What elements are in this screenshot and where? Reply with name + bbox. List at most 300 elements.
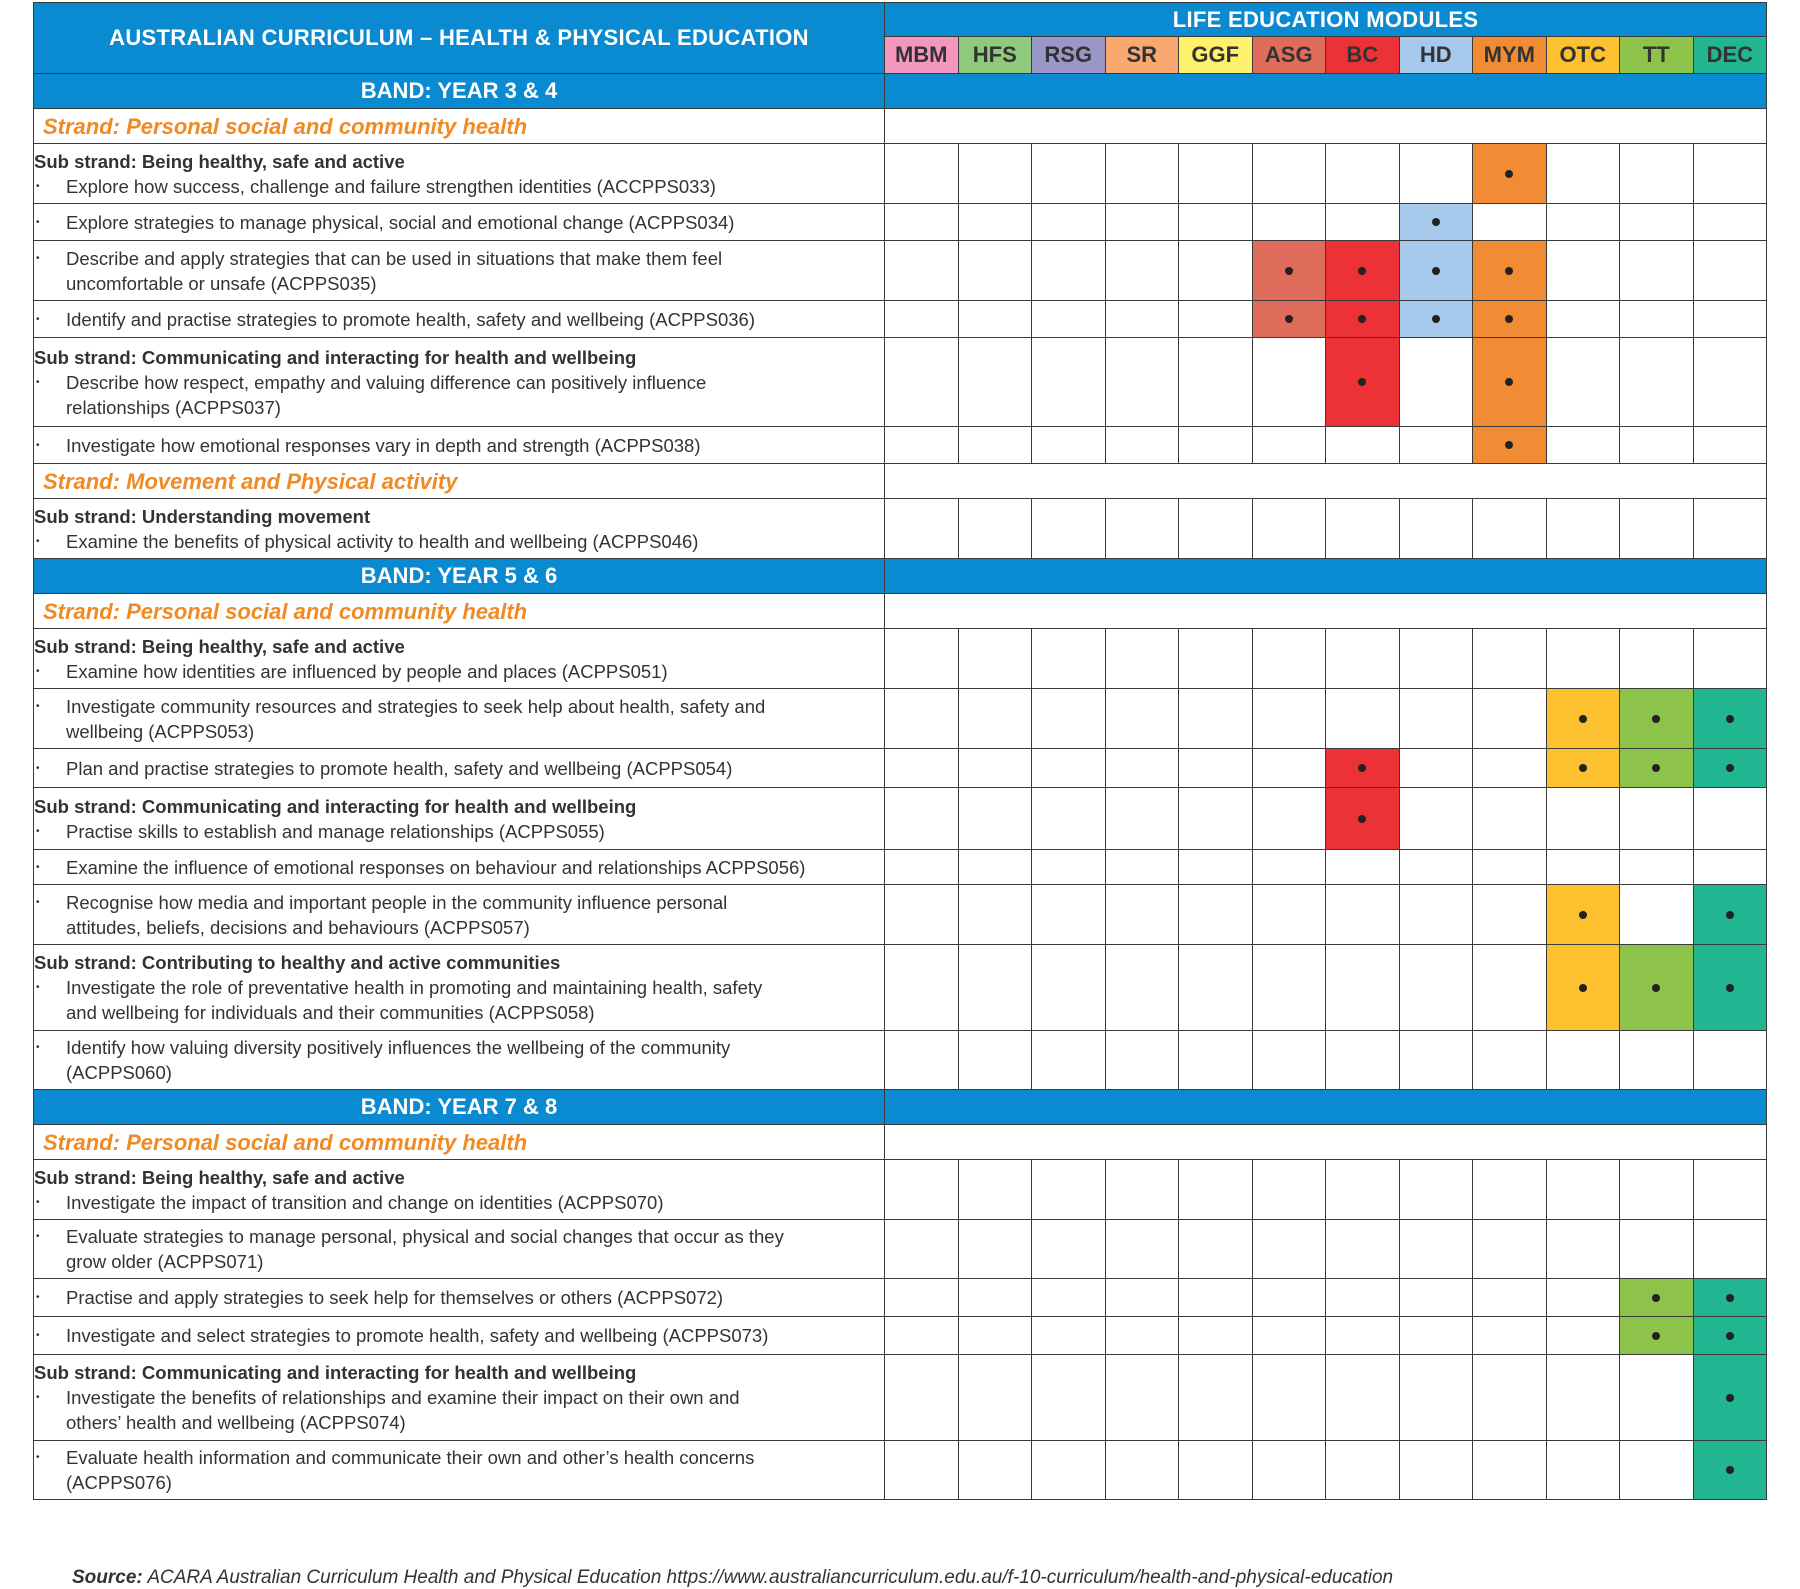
module-cell-sr bbox=[1105, 629, 1179, 689]
module-header-dec: DEC bbox=[1693, 37, 1767, 74]
outcome-item bbox=[34, 1445, 884, 1495]
outcome-text bbox=[66, 659, 668, 684]
module-cell-otc bbox=[1546, 1441, 1620, 1500]
outcome-text bbox=[66, 1385, 740, 1435]
module-cell-sr bbox=[1105, 1441, 1179, 1500]
outcome-line: Examine the benefits of physical activity to health and wellbeing (ACPPS046) bbox=[66, 530, 699, 552]
module-cell-hfs bbox=[958, 885, 1032, 945]
module-cell-hfs bbox=[958, 1031, 1032, 1090]
module-cell-rsg bbox=[1032, 144, 1106, 204]
module-cell-bc bbox=[1326, 499, 1400, 559]
module-cell-asg bbox=[1252, 1441, 1326, 1500]
strand-row bbox=[34, 1125, 1767, 1160]
module-cell-sr bbox=[1105, 301, 1179, 338]
outcome-line: uncomfortable or unsafe (ACPPS035) bbox=[66, 272, 377, 294]
module-cell-otc bbox=[1546, 1317, 1620, 1355]
module-cell-mym bbox=[1473, 241, 1547, 301]
outcome-item bbox=[34, 855, 884, 880]
outcome-item bbox=[34, 307, 884, 332]
module-cell-sr bbox=[1105, 689, 1179, 749]
strand-label: Strand: Personal social and community health bbox=[34, 109, 885, 144]
module-cell-sr bbox=[1105, 1220, 1179, 1279]
module-cell-hfs bbox=[958, 749, 1032, 788]
module-header-otc: OTC bbox=[1546, 37, 1620, 74]
module-cell-otc bbox=[1546, 689, 1620, 749]
module-cell-mbm bbox=[885, 427, 959, 464]
module-cell-hfs bbox=[958, 689, 1032, 749]
module-cell-ggf bbox=[1179, 749, 1253, 788]
module-cell-hd bbox=[1399, 885, 1473, 945]
module-cell-bc bbox=[1326, 1279, 1400, 1317]
coverage-dot-icon bbox=[1652, 1294, 1660, 1302]
module-cell-rsg bbox=[1032, 301, 1106, 338]
bullet-icon: • bbox=[36, 535, 40, 547]
module-cell-bc bbox=[1326, 788, 1400, 850]
outcome-text bbox=[66, 1285, 723, 1310]
strand-fill bbox=[885, 109, 1767, 144]
module-cell-bc bbox=[1326, 689, 1400, 749]
module-cell-rsg bbox=[1032, 788, 1106, 850]
module-cell-hd bbox=[1399, 850, 1473, 885]
module-cell-otc bbox=[1546, 144, 1620, 204]
coverage-dot-icon bbox=[1358, 378, 1366, 386]
outcome-line: Investigate and select strategies to promote health, safety and wellbeing (ACPPS073) bbox=[66, 1325, 769, 1346]
coverage-dot-icon bbox=[1505, 441, 1513, 449]
module-cell-dec bbox=[1693, 241, 1767, 301]
band-fill bbox=[885, 1090, 1767, 1125]
coverage-dot-icon bbox=[1726, 1332, 1734, 1340]
table-row bbox=[34, 629, 1767, 689]
module-cell-hd bbox=[1399, 629, 1473, 689]
module-cell-dec bbox=[1693, 427, 1767, 464]
module-cell-rsg bbox=[1032, 1031, 1106, 1090]
bullet-icon: • bbox=[36, 982, 40, 993]
module-cell-tt bbox=[1620, 788, 1694, 850]
outcome-item bbox=[34, 1323, 884, 1348]
module-header-hfs: HFS bbox=[958, 37, 1032, 74]
outcome-text bbox=[66, 246, 722, 296]
table-row bbox=[34, 241, 1767, 301]
outcome-line: Identify how valuing diversity positively influences the wellbeing of the community bbox=[66, 1037, 731, 1058]
bullet-icon: • bbox=[36, 376, 40, 388]
module-cell-hd bbox=[1399, 338, 1473, 427]
table-row bbox=[34, 749, 1767, 788]
bullet-icon: • bbox=[36, 762, 40, 774]
outcome-item bbox=[34, 659, 884, 684]
strand-label: Strand: Personal social and community health bbox=[34, 1125, 885, 1160]
outcome-line: Explore strategies to manage physical, social and emotional change (ACPPS034) bbox=[66, 211, 735, 233]
module-cell-asg bbox=[1252, 499, 1326, 559]
module-cell-bc bbox=[1326, 629, 1400, 689]
outcome-line: relationships (ACPPS037) bbox=[66, 396, 281, 418]
module-cell-rsg bbox=[1032, 1220, 1106, 1279]
module-header-sr: SR bbox=[1105, 37, 1179, 74]
outcome-label bbox=[34, 689, 885, 749]
outcome-text bbox=[66, 529, 698, 554]
source-text: ACARA Australian Curriculum Health and Physical Education https://www.australiancurriculum.edu.au/f-10-curriculum/health-and-physical-education bbox=[142, 1567, 1394, 1588]
outcome-text bbox=[66, 433, 701, 458]
module-cell-mym bbox=[1473, 338, 1547, 427]
outcome-label bbox=[34, 1031, 885, 1090]
coverage-dot-icon bbox=[1652, 1332, 1660, 1340]
module-cell-mbm bbox=[885, 1279, 959, 1317]
band-label: BAND: YEAR 3 & 4 bbox=[34, 74, 885, 109]
outcome-text bbox=[66, 210, 734, 235]
module-cell-hfs bbox=[958, 301, 1032, 338]
module-cell-tt bbox=[1620, 1160, 1694, 1220]
module-cell-bc bbox=[1326, 1031, 1400, 1090]
sub-strand-title: Sub strand: Understanding movement bbox=[34, 505, 371, 527]
module-cell-sr bbox=[1105, 850, 1179, 885]
outcome-label bbox=[34, 1441, 885, 1500]
module-cell-sr bbox=[1105, 1279, 1179, 1317]
table-row bbox=[34, 338, 1767, 427]
module-cell-asg bbox=[1252, 338, 1326, 427]
table-row bbox=[34, 788, 1767, 850]
outcome-item bbox=[34, 975, 884, 1025]
module-cell-ggf bbox=[1179, 850, 1253, 885]
module-cell-otc bbox=[1546, 301, 1620, 338]
module-cell-ggf bbox=[1179, 301, 1253, 338]
bullet-icon: • bbox=[36, 1292, 40, 1303]
module-cell-otc bbox=[1546, 1279, 1620, 1317]
sub-strand-title: Sub strand: Being healthy, safe and active bbox=[34, 635, 405, 657]
module-cell-mbm bbox=[885, 850, 959, 885]
module-cell-hd bbox=[1399, 1355, 1473, 1441]
module-cell-tt bbox=[1620, 850, 1694, 885]
module-cell-sr bbox=[1105, 241, 1179, 301]
module-cell-asg bbox=[1252, 788, 1326, 850]
outcome-line: attitudes, beliefs, decisions and behaviours (ACPPS057) bbox=[66, 916, 530, 938]
module-cell-otc bbox=[1546, 1220, 1620, 1279]
outcome-text bbox=[66, 307, 755, 332]
table-row bbox=[34, 1160, 1767, 1220]
table-row bbox=[34, 945, 1767, 1031]
module-cell-sr bbox=[1105, 885, 1179, 945]
sub-strand-title: Sub strand: Being healthy, safe and active bbox=[34, 150, 405, 172]
module-cell-rsg bbox=[1032, 204, 1106, 241]
module-cell-tt bbox=[1620, 885, 1694, 945]
coverage-dot-icon bbox=[1285, 315, 1293, 323]
module-cell-asg bbox=[1252, 241, 1326, 301]
module-cell-hd bbox=[1399, 1317, 1473, 1355]
module-cell-mbm bbox=[885, 1031, 959, 1090]
bullet-icon: • bbox=[36, 825, 40, 837]
module-cell-tt bbox=[1620, 749, 1694, 788]
bullet-icon: • bbox=[36, 1392, 40, 1403]
curriculum-title: AUSTRALIAN CURRICULUM – HEALTH & PHYSICAL EDUCATION bbox=[34, 3, 885, 74]
module-cell-ggf bbox=[1179, 499, 1253, 559]
module-cell-asg bbox=[1252, 1160, 1326, 1220]
strand-label: Strand: Personal social and community health bbox=[34, 594, 885, 629]
module-cell-rsg bbox=[1032, 629, 1106, 689]
module-cell-mbm bbox=[885, 788, 959, 850]
module-cell-otc bbox=[1546, 1160, 1620, 1220]
module-cell-bc bbox=[1326, 204, 1400, 241]
module-cell-hfs bbox=[958, 788, 1032, 850]
table-row bbox=[34, 885, 1767, 945]
outcome-line: Describe how respect, empathy and valuing difference can positively influence bbox=[66, 371, 707, 393]
coverage-dot-icon bbox=[1432, 267, 1440, 275]
module-cell-rsg bbox=[1032, 1355, 1106, 1441]
module-cell-mbm bbox=[885, 241, 959, 301]
module-cell-tt bbox=[1620, 1220, 1694, 1279]
module-cell-mym bbox=[1473, 499, 1547, 559]
module-cell-mym bbox=[1473, 749, 1547, 788]
module-cell-mbm bbox=[885, 885, 959, 945]
module-cell-dec bbox=[1693, 1031, 1767, 1090]
coverage-dot-icon bbox=[1358, 815, 1366, 823]
bullet-icon: • bbox=[36, 1042, 40, 1053]
module-cell-hd bbox=[1399, 427, 1473, 464]
module-cell-rsg bbox=[1032, 945, 1106, 1031]
outcome-line: Recognise how media and important people in the community influence personal bbox=[66, 891, 728, 913]
module-cell-sr bbox=[1105, 1317, 1179, 1355]
outcome-label bbox=[34, 1160, 885, 1220]
module-cell-mym bbox=[1473, 629, 1547, 689]
outcome-label bbox=[34, 499, 885, 559]
outcome-item bbox=[34, 1385, 884, 1435]
outcome-label bbox=[34, 241, 885, 301]
module-cell-dec bbox=[1693, 945, 1767, 1031]
module-cell-dec bbox=[1693, 338, 1767, 427]
module-cell-bc bbox=[1326, 427, 1400, 464]
outcome-text bbox=[66, 1445, 754, 1495]
outcome-line: Identify and practise strategies to promote health, safety and wellbeing (ACPPS036) bbox=[66, 308, 755, 330]
module-cell-ggf bbox=[1179, 945, 1253, 1031]
module-cell-mym bbox=[1473, 1160, 1547, 1220]
module-cell-bc bbox=[1326, 144, 1400, 204]
module-cell-dec bbox=[1693, 749, 1767, 788]
module-header-bc: BC bbox=[1326, 37, 1400, 74]
module-header-mym: MYM bbox=[1473, 37, 1547, 74]
module-cell-asg bbox=[1252, 144, 1326, 204]
module-cell-hd bbox=[1399, 144, 1473, 204]
module-cell-hfs bbox=[958, 241, 1032, 301]
table-row bbox=[34, 1220, 1767, 1279]
outcome-label bbox=[34, 629, 885, 689]
module-cell-ggf bbox=[1179, 689, 1253, 749]
module-cell-rsg bbox=[1032, 427, 1106, 464]
module-cell-dec bbox=[1693, 144, 1767, 204]
module-cell-hd bbox=[1399, 499, 1473, 559]
outcome-text bbox=[66, 1035, 730, 1085]
module-header-hd: HD bbox=[1399, 37, 1473, 74]
module-cell-asg bbox=[1252, 1355, 1326, 1441]
coverage-dot-icon bbox=[1579, 984, 1587, 992]
outcome-line: Explore how success, challenge and failure strengthen identities (ACCPPS033) bbox=[66, 175, 716, 197]
outcome-line: Evaluate health information and communicate their own and other’s health concerns bbox=[66, 1447, 755, 1468]
table-row bbox=[34, 1317, 1767, 1355]
module-cell-hd bbox=[1399, 204, 1473, 241]
module-cell-otc bbox=[1546, 1355, 1620, 1441]
module-cell-sr bbox=[1105, 1031, 1179, 1090]
coverage-dot-icon bbox=[1358, 267, 1366, 275]
bullet-icon: • bbox=[36, 700, 40, 712]
table-row bbox=[34, 499, 1767, 559]
module-cell-tt bbox=[1620, 427, 1694, 464]
module-cell-tt bbox=[1620, 1441, 1694, 1500]
coverage-dot-icon bbox=[1726, 984, 1734, 992]
outcome-item bbox=[34, 370, 884, 420]
strand-fill bbox=[885, 1125, 1767, 1160]
module-cell-mbm bbox=[885, 301, 959, 338]
module-cell-rsg bbox=[1032, 885, 1106, 945]
outcome-text bbox=[66, 756, 732, 781]
module-cell-ggf bbox=[1179, 1279, 1253, 1317]
module-cell-hfs bbox=[958, 204, 1032, 241]
outcome-item bbox=[34, 529, 884, 554]
outcome-text bbox=[66, 694, 765, 744]
module-cell-dec bbox=[1693, 1279, 1767, 1317]
band-row bbox=[34, 74, 1767, 109]
module-cell-rsg bbox=[1032, 689, 1106, 749]
bullet-icon: • bbox=[36, 896, 40, 908]
module-cell-mym bbox=[1473, 301, 1547, 338]
module-cell-bc bbox=[1326, 1441, 1400, 1500]
outcome-line: Examine the influence of emotional responses on behaviour and relationships ACPPS056) bbox=[66, 856, 806, 878]
module-cell-tt bbox=[1620, 241, 1694, 301]
modules-title: LIFE EDUCATION MODULES bbox=[885, 3, 1767, 37]
module-cell-asg bbox=[1252, 689, 1326, 749]
module-cell-rsg bbox=[1032, 850, 1106, 885]
module-cell-sr bbox=[1105, 749, 1179, 788]
curriculum-table bbox=[33, 2, 1767, 1500]
outcome-text bbox=[66, 1224, 784, 1274]
source-note bbox=[72, 1567, 1393, 1589]
module-cell-mym bbox=[1473, 1355, 1547, 1441]
module-cell-otc bbox=[1546, 241, 1620, 301]
module-cell-ggf bbox=[1179, 788, 1253, 850]
outcome-item bbox=[34, 1035, 884, 1085]
module-cell-hfs bbox=[958, 629, 1032, 689]
module-cell-tt bbox=[1620, 1279, 1694, 1317]
sub-strand-title: Sub strand: Communicating and interacting for health and wellbeing bbox=[34, 1362, 637, 1383]
module-cell-bc bbox=[1326, 749, 1400, 788]
outcome-label bbox=[34, 1279, 885, 1317]
module-cell-mbm bbox=[885, 629, 959, 689]
module-cell-dec bbox=[1693, 629, 1767, 689]
bullet-icon: • bbox=[36, 439, 40, 451]
module-cell-mym bbox=[1473, 885, 1547, 945]
module-cell-otc bbox=[1546, 1031, 1620, 1090]
coverage-dot-icon bbox=[1505, 315, 1513, 323]
module-header-tt: TT bbox=[1620, 37, 1694, 74]
outcome-label bbox=[34, 1220, 885, 1279]
module-cell-sr bbox=[1105, 144, 1179, 204]
outcome-text bbox=[66, 1323, 768, 1348]
module-cell-otc bbox=[1546, 885, 1620, 945]
module-cell-ggf bbox=[1179, 427, 1253, 464]
module-cell-dec bbox=[1693, 689, 1767, 749]
bullet-icon: • bbox=[36, 1196, 40, 1208]
module-cell-dec bbox=[1693, 301, 1767, 338]
module-cell-mym bbox=[1473, 204, 1547, 241]
module-cell-bc bbox=[1326, 241, 1400, 301]
table-body bbox=[34, 3, 1767, 1500]
module-cell-ggf bbox=[1179, 885, 1253, 945]
module-cell-mym bbox=[1473, 945, 1547, 1031]
module-cell-hfs bbox=[958, 1441, 1032, 1500]
module-cell-mym bbox=[1473, 1441, 1547, 1500]
table-row bbox=[34, 204, 1767, 241]
band-fill bbox=[885, 74, 1767, 109]
outcome-label bbox=[34, 204, 885, 241]
coverage-dot-icon bbox=[1726, 1394, 1734, 1402]
table-row bbox=[34, 689, 1767, 749]
outcome-label bbox=[34, 850, 885, 885]
module-header-asg: ASG bbox=[1252, 37, 1326, 74]
table-row bbox=[34, 1355, 1767, 1441]
outcome-text bbox=[66, 819, 605, 844]
coverage-dot-icon bbox=[1358, 764, 1366, 772]
module-cell-asg bbox=[1252, 749, 1326, 788]
coverage-dot-icon bbox=[1505, 378, 1513, 386]
module-cell-ggf bbox=[1179, 144, 1253, 204]
module-cell-hd bbox=[1399, 241, 1473, 301]
coverage-dot-icon bbox=[1358, 315, 1366, 323]
table-row bbox=[34, 1441, 1767, 1500]
outcome-line: Investigate the role of preventative health in promoting and maintaining health, safety bbox=[66, 977, 763, 998]
module-cell-ggf bbox=[1179, 204, 1253, 241]
module-cell-otc bbox=[1546, 427, 1620, 464]
source-label: Source: bbox=[72, 1567, 143, 1588]
module-cell-otc bbox=[1546, 945, 1620, 1031]
header-row bbox=[34, 3, 1767, 37]
module-cell-hd bbox=[1399, 945, 1473, 1031]
module-cell-dec bbox=[1693, 850, 1767, 885]
coverage-dot-icon bbox=[1432, 218, 1440, 226]
module-cell-bc bbox=[1326, 1160, 1400, 1220]
coverage-dot-icon bbox=[1505, 170, 1513, 178]
module-cell-hd bbox=[1399, 1160, 1473, 1220]
module-cell-mbm bbox=[885, 499, 959, 559]
module-cell-mbm bbox=[885, 1160, 959, 1220]
outcome-line: Practise and apply strategies to seek help for themselves or others (ACPPS072) bbox=[66, 1287, 724, 1308]
outcome-label bbox=[34, 1355, 885, 1441]
sub-strand-title: Sub strand: Communicating and interacting for health and wellbeing bbox=[34, 346, 637, 368]
outcome-label bbox=[34, 338, 885, 427]
module-cell-asg bbox=[1252, 1031, 1326, 1090]
outcome-line: Plan and practise strategies to promote health, safety and wellbeing (ACPPS054) bbox=[66, 757, 733, 779]
module-cell-tt bbox=[1620, 1355, 1694, 1441]
module-cell-ggf bbox=[1179, 1441, 1253, 1500]
module-cell-dec bbox=[1693, 204, 1767, 241]
module-cell-tt bbox=[1620, 204, 1694, 241]
module-cell-asg bbox=[1252, 885, 1326, 945]
outcome-line: Investigate community resources and strategies to seek help about health, safety and bbox=[66, 695, 766, 717]
strand-row bbox=[34, 594, 1767, 629]
module-cell-bc bbox=[1326, 945, 1400, 1031]
module-cell-rsg bbox=[1032, 1441, 1106, 1500]
outcome-label bbox=[34, 1317, 885, 1355]
module-cell-dec bbox=[1693, 1355, 1767, 1441]
module-cell-tt bbox=[1620, 1317, 1694, 1355]
module-cell-asg bbox=[1252, 1317, 1326, 1355]
outcome-text bbox=[66, 174, 716, 199]
coverage-dot-icon bbox=[1579, 715, 1587, 723]
module-cell-mym bbox=[1473, 1317, 1547, 1355]
module-cell-mym bbox=[1473, 788, 1547, 850]
module-cell-ggf bbox=[1179, 1317, 1253, 1355]
module-cell-sr bbox=[1105, 945, 1179, 1031]
strand-row bbox=[34, 464, 1767, 499]
module-cell-tt bbox=[1620, 1031, 1694, 1090]
module-cell-sr bbox=[1105, 338, 1179, 427]
module-cell-mbm bbox=[885, 945, 959, 1031]
outcome-line: wellbeing (ACPPS053) bbox=[66, 720, 255, 742]
sub-strand-title: Sub strand: Being healthy, safe and active bbox=[34, 1166, 405, 1188]
